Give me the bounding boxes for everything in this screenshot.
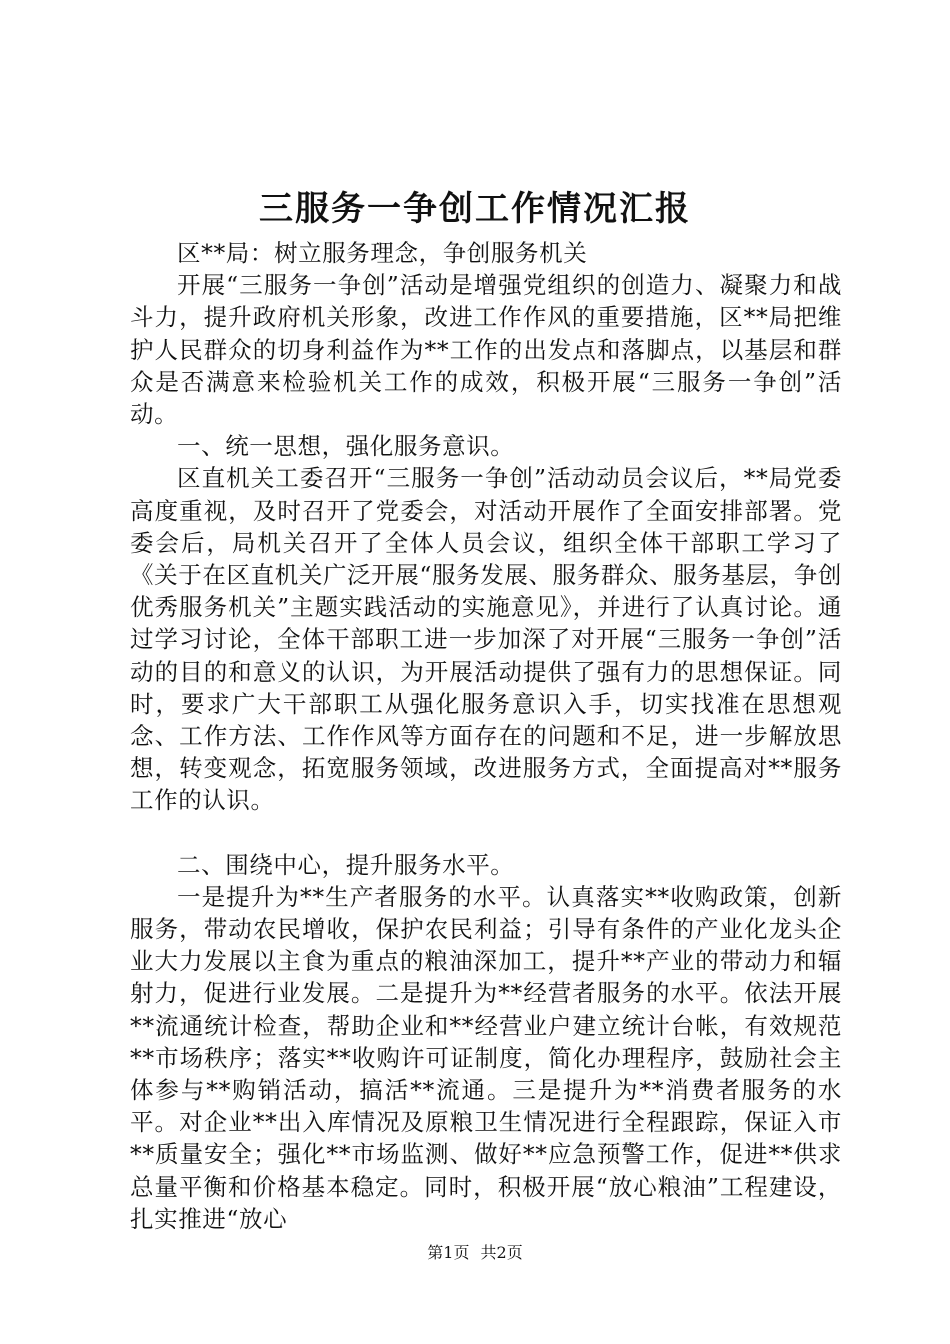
section-2-paragraph: 一是提升为**生产者服务的水平。认真落实**收购政策，创新服务，带动农民增收，保护农民利益；引导有条件的产业化龙头企业大力发展以主食为重点的粮油深加工，提升**产业的带动力和辐射力，促进行业发展。二是提升为**经营者服务的水平。依法开展**流通统计检查，帮助企业和**经营业户建立统计台帐，有效规范**市场秩序；落实**收购许可证制度，简化办理程序，鼓励社会主体参与**购销活动，搞活**流通。三是提升为**消费者服务的水平。对企业**出入库情况及原粮卫生情况进行全程跟踪，保证入市**质量安全；强化**市场监测、做好**应急预警工作，促进**供求总量平衡和价格基本稳定。同时，积极开展“放心粮油”工程建设，扎实推进“放心 xyxy=(130,882,842,1233)
document-body xyxy=(130,237,842,1235)
section-heading-1: 一、统一思想，强化服务意识。 xyxy=(177,432,515,461)
section-1-paragraph: 区直机关工委召开“三服务一争创”活动动员会议后，**局党委高度重视，及时召开了党委会，对活动开展作了全面安排部署。党委会后，局机关召开了全体人员会议，组织全体干部职工学习了《关于在区直机关广泛开展“服务发展、服务群众、服务基层，争创优秀服务机关”主题实践活动的实施意见》，并进行了认真讨论。通过学习讨论，全体干部职工进一步加深了对开展“三服务一争创”活动的目的和意义的认识，为开展活动提供了强有力的思想保证。同时，要求广大干部职工从强化服务意识入手，切实找准在思想观念、工作方法、工作作风等方面存在的问题和不足，进一步解放思想，转变观念，拓宽服务领域，改进服务方式，全面提高对**服务工作的认识。 xyxy=(130,464,842,815)
page-footer xyxy=(0,1242,950,1264)
page-total: 共2页 xyxy=(480,1243,523,1262)
section-heading-2: 二、围绕中心，提升服务水平。 xyxy=(177,850,515,879)
page-number: 第1页 xyxy=(427,1243,470,1262)
subtitle-paragraph: 区**局：树立服务理念，争创服务机关 xyxy=(177,239,588,267)
document-title: 三服务一争创工作情况汇报 xyxy=(259,189,691,229)
intro-paragraph: 开展“三服务一争创”活动是增强党组织的创造力、凝聚力和战斗力，提升政府机关形象，改进工作作风的重要措施，区**局把维护人民群众的切身利益作为**工作的出发点和落脚点，以基层和群众是否满意来检验机关工作的成效，积极开展“三服务一争创”活动。 xyxy=(130,271,842,429)
